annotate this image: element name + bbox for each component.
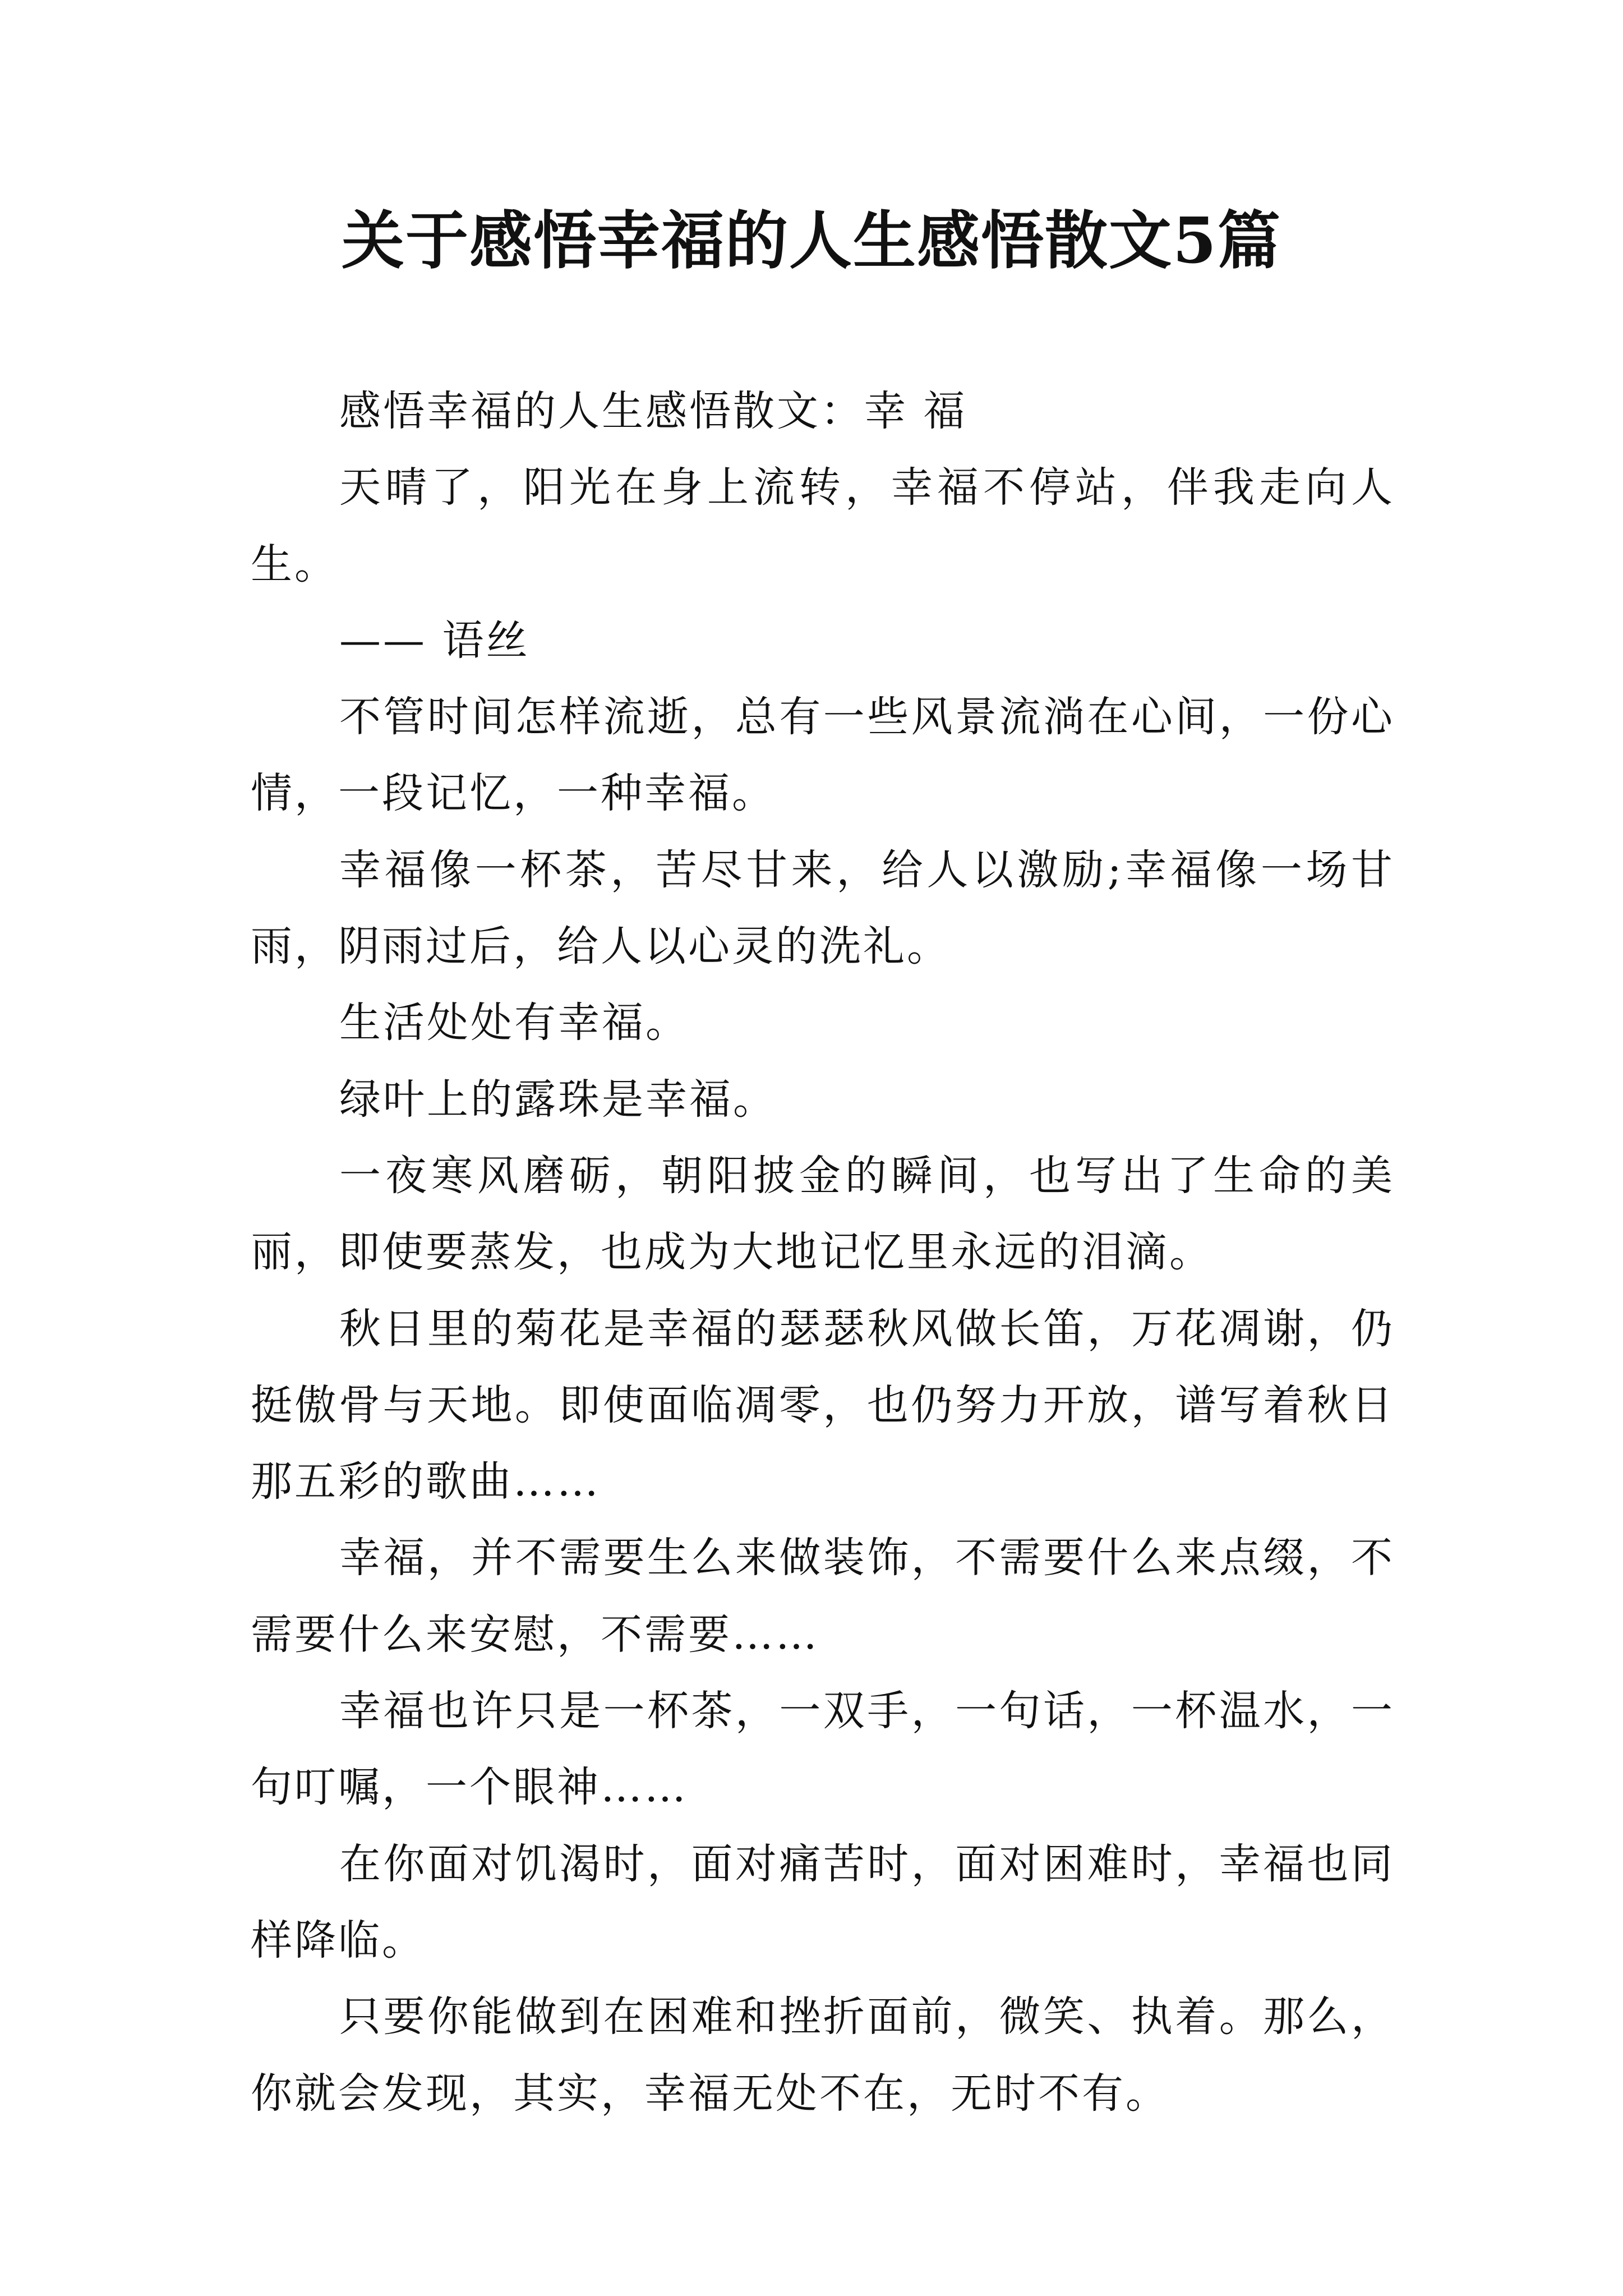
paragraph-quote: 天晴了，阳光在身上流转，幸福不停站，伴我走向人生。 xyxy=(251,463,1395,588)
paragraph: 幸福像一杯茶，苦尽甘来，给人以激励;幸福像一场甘雨，阴雨过后，给人以心灵的洗礼。 xyxy=(251,845,1395,971)
paragraph-quote-attribution: —— 语丝 xyxy=(339,616,530,665)
paragraph: 幸福，并不需要生么来做装饰，不需要什么来点缀，不需要什么来安慰，不需要…… xyxy=(251,1534,1395,1659)
paragraph: 不管时间怎样流逝，总有一些风景流淌在心间，一份心情，一段记忆，一种幸福。 xyxy=(251,693,1395,818)
paragraph: 只要你能做到在困难和挫折面前，微笑、执着。那么，你就会发现，其实，幸福无处不在，无时不有。 xyxy=(251,1993,1395,2118)
paragraph: 生活处处有幸福。 xyxy=(339,999,689,1047)
paragraph: 在你面对饥渴时，面对痛苦时，面对困难时，幸福也同样降临。 xyxy=(251,1839,1395,1964)
paragraph: 秋日里的菊花是幸福的瑟瑟秋风做长笛，万花凋谢，仍挺傲骨与天地。即使面临凋零，也仍努力开放，谱写着秋日那五彩的歌曲…… xyxy=(251,1304,1395,1506)
paragraph: 绿叶上的露珠是幸福。 xyxy=(339,1075,777,1124)
document-title: 关于感悟幸福的人生感悟散文5篇 xyxy=(342,204,1281,278)
paragraph: 一夜寒风磨砺，朝阳披金的瞬间，也写出了生命的美丽，即使要蒸发，也成为大地记忆里永远的泪滴。 xyxy=(251,1151,1395,1277)
paragraph-subtitle: 感悟幸福的人生感悟散文：幸 福 xyxy=(339,387,967,435)
document-body xyxy=(251,373,1395,2132)
paragraph: 幸福也许只是一杯茶，一双手，一句话，一杯温水，一句叮嘱，一个眼神…… xyxy=(251,1687,1395,1812)
